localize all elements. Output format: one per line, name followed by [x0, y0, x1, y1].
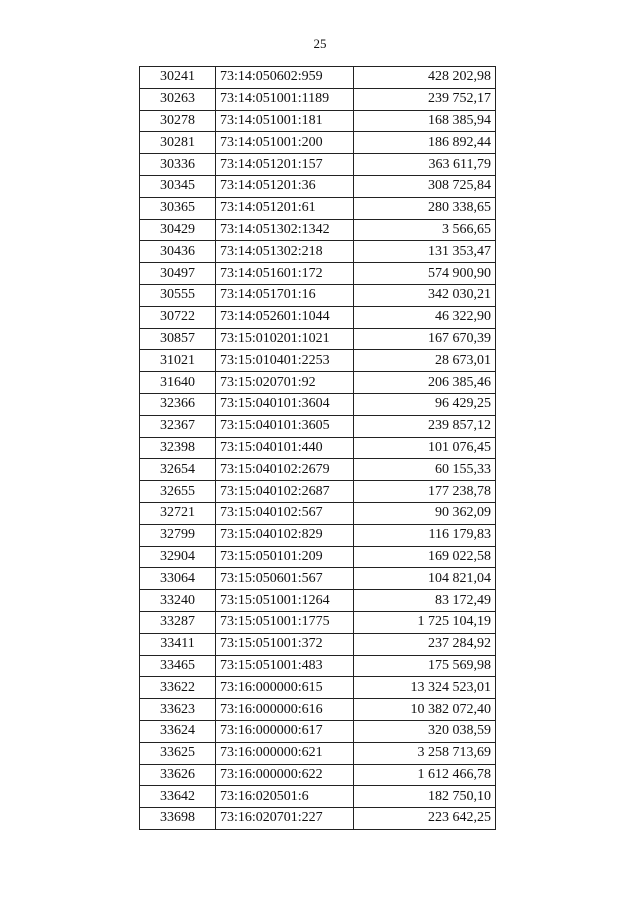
table-row [140, 67, 496, 89]
table-row [140, 415, 496, 437]
table-row [140, 568, 496, 590]
cadastral-value-table [139, 66, 496, 830]
cadastral-number-cell: 73:15:050101:209 [216, 546, 354, 568]
cadastral-number-cell: 73:15:040102:567 [216, 502, 354, 524]
cadastral-number-cell: 73:14:050602:959 [216, 67, 354, 89]
table-row [140, 154, 496, 176]
table-row [140, 699, 496, 721]
table-row [140, 524, 496, 546]
cadastral-value-cell: 90 362,09 [354, 502, 496, 524]
cadastral-number-cell: 73:15:010201:1021 [216, 328, 354, 350]
object-number-cell: 30336 [140, 154, 216, 176]
object-number-cell: 30436 [140, 241, 216, 263]
cadastral-value-cell: 104 821,04 [354, 568, 496, 590]
cadastral-value-cell: 28 673,01 [354, 350, 496, 372]
table-row [140, 481, 496, 503]
cadastral-number-cell: 73:14:051201:36 [216, 175, 354, 197]
cadastral-value-cell: 182 750,10 [354, 786, 496, 808]
object-number-cell: 33287 [140, 611, 216, 633]
cadastral-value-cell: 46 322,90 [354, 306, 496, 328]
table-row [140, 372, 496, 394]
cadastral-value-cell: 175 569,98 [354, 655, 496, 677]
table-row [140, 306, 496, 328]
object-number-cell: 32367 [140, 415, 216, 437]
cadastral-value-cell: 320 038,59 [354, 720, 496, 742]
table-row [140, 197, 496, 219]
object-number-cell: 30555 [140, 284, 216, 306]
table-row [140, 590, 496, 612]
object-number-cell: 32799 [140, 524, 216, 546]
cadastral-value-cell: 101 076,45 [354, 437, 496, 459]
cadastral-value-cell: 206 385,46 [354, 372, 496, 394]
table-row [140, 132, 496, 154]
object-number-cell: 33624 [140, 720, 216, 742]
cadastral-value-cell: 223 642,25 [354, 808, 496, 830]
table-row [140, 263, 496, 285]
cadastral-number-cell: 73:15:040102:829 [216, 524, 354, 546]
cadastral-number-cell: 73:14:051302:218 [216, 241, 354, 263]
table-row [140, 393, 496, 415]
object-number-cell: 33698 [140, 808, 216, 830]
cadastral-value-cell: 60 155,33 [354, 459, 496, 481]
cadastral-value-cell: 13 324 523,01 [354, 677, 496, 699]
cadastral-value-cell: 428 202,98 [354, 67, 496, 89]
object-number-cell: 32904 [140, 546, 216, 568]
cadastral-value-cell: 96 429,25 [354, 393, 496, 415]
table-row [140, 677, 496, 699]
object-number-cell: 30722 [140, 306, 216, 328]
table-row [140, 328, 496, 350]
object-number-cell: 30345 [140, 175, 216, 197]
object-number-cell: 30263 [140, 88, 216, 110]
cadastral-number-cell: 73:15:040102:2687 [216, 481, 354, 503]
table-body [140, 67, 496, 830]
table-row [140, 786, 496, 808]
object-number-cell: 32721 [140, 502, 216, 524]
table-row [140, 764, 496, 786]
cadastral-number-cell: 73:15:040101:3605 [216, 415, 354, 437]
cadastral-value-cell: 239 857,12 [354, 415, 496, 437]
cadastral-value-cell: 1 612 466,78 [354, 764, 496, 786]
table-row [140, 241, 496, 263]
cadastral-number-cell: 73:16:000000:616 [216, 699, 354, 721]
cadastral-number-cell: 73:16:000000:615 [216, 677, 354, 699]
table-row [140, 459, 496, 481]
cadastral-value-cell: 83 172,49 [354, 590, 496, 612]
cadastral-value-cell: 131 353,47 [354, 241, 496, 263]
cadastral-value-cell: 3 258 713,69 [354, 742, 496, 764]
cadastral-number-cell: 73:16:000000:621 [216, 742, 354, 764]
cadastral-value-cell: 10 382 072,40 [354, 699, 496, 721]
cadastral-number-cell: 73:16:000000:617 [216, 720, 354, 742]
object-number-cell: 32366 [140, 393, 216, 415]
cadastral-number-cell: 73:14:051302:1342 [216, 219, 354, 241]
table-row [140, 284, 496, 306]
cadastral-number-cell: 73:14:051201:157 [216, 154, 354, 176]
table-row [140, 655, 496, 677]
cadastral-number-cell: 73:15:050601:567 [216, 568, 354, 590]
cadastral-number-cell: 73:14:051001:181 [216, 110, 354, 132]
cadastral-value-cell: 237 284,92 [354, 633, 496, 655]
object-number-cell: 33623 [140, 699, 216, 721]
object-number-cell: 33411 [140, 633, 216, 655]
cadastral-number-cell: 73:15:051001:1775 [216, 611, 354, 633]
table-row [140, 502, 496, 524]
cadastral-value-cell: 167 670,39 [354, 328, 496, 350]
cadastral-number-cell: 73:15:051001:1264 [216, 590, 354, 612]
object-number-cell: 33064 [140, 568, 216, 590]
table-row [140, 437, 496, 459]
object-number-cell: 30241 [140, 67, 216, 89]
cadastral-number-cell: 73:14:051001:1189 [216, 88, 354, 110]
object-number-cell: 33625 [140, 742, 216, 764]
cadastral-value-cell: 116 179,83 [354, 524, 496, 546]
object-number-cell: 33622 [140, 677, 216, 699]
table-row [140, 110, 496, 132]
object-number-cell: 30857 [140, 328, 216, 350]
object-number-cell: 33240 [140, 590, 216, 612]
cadastral-number-cell: 73:15:010401:2253 [216, 350, 354, 372]
cadastral-value-cell: 3 566,65 [354, 219, 496, 241]
cadastral-value-cell: 186 892,44 [354, 132, 496, 154]
cadastral-value-cell: 177 238,78 [354, 481, 496, 503]
table-row [140, 633, 496, 655]
object-number-cell: 30497 [140, 263, 216, 285]
cadastral-number-cell: 73:16:020701:227 [216, 808, 354, 830]
cadastral-value-cell: 280 338,65 [354, 197, 496, 219]
table-row [140, 546, 496, 568]
object-number-cell: 30278 [140, 110, 216, 132]
cadastral-value-cell: 363 611,79 [354, 154, 496, 176]
table-row [140, 175, 496, 197]
cadastral-value-cell: 1 725 104,19 [354, 611, 496, 633]
table-row [140, 88, 496, 110]
cadastral-number-cell: 73:14:052601:1044 [216, 306, 354, 328]
cadastral-value-cell: 342 030,21 [354, 284, 496, 306]
cadastral-number-cell: 73:16:020501:6 [216, 786, 354, 808]
cadastral-value-cell: 169 022,58 [354, 546, 496, 568]
object-number-cell: 30365 [140, 197, 216, 219]
object-number-cell: 31021 [140, 350, 216, 372]
cadastral-number-cell: 73:14:051701:16 [216, 284, 354, 306]
cadastral-number-cell: 73:14:051201:61 [216, 197, 354, 219]
cadastral-number-cell: 73:14:051001:200 [216, 132, 354, 154]
cadastral-number-cell: 73:15:040101:3604 [216, 393, 354, 415]
table-row [140, 350, 496, 372]
cadastral-number-cell: 73:15:051001:483 [216, 655, 354, 677]
table-row [140, 720, 496, 742]
cadastral-value-cell: 574 900,90 [354, 263, 496, 285]
cadastral-value-cell: 308 725,84 [354, 175, 496, 197]
table-row [140, 219, 496, 241]
cadastral-number-cell: 73:15:040102:2679 [216, 459, 354, 481]
object-number-cell: 32398 [140, 437, 216, 459]
object-number-cell: 30429 [140, 219, 216, 241]
object-number-cell: 32654 [140, 459, 216, 481]
cadastral-number-cell: 73:16:000000:622 [216, 764, 354, 786]
table-row [140, 611, 496, 633]
table-row [140, 808, 496, 830]
object-number-cell: 33642 [140, 786, 216, 808]
object-number-cell: 32655 [140, 481, 216, 503]
object-number-cell: 33465 [140, 655, 216, 677]
cadastral-value-cell: 239 752,17 [354, 88, 496, 110]
table-row [140, 742, 496, 764]
object-number-cell: 30281 [140, 132, 216, 154]
cadastral-number-cell: 73:15:040101:440 [216, 437, 354, 459]
object-number-cell: 33626 [140, 764, 216, 786]
cadastral-number-cell: 73:15:051001:372 [216, 633, 354, 655]
object-number-cell: 31640 [140, 372, 216, 394]
cadastral-value-cell: 168 385,94 [354, 110, 496, 132]
cadastral-number-cell: 73:14:051601:172 [216, 263, 354, 285]
cadastral-number-cell: 73:15:020701:92 [216, 372, 354, 394]
page-number: 25 [313, 36, 327, 51]
